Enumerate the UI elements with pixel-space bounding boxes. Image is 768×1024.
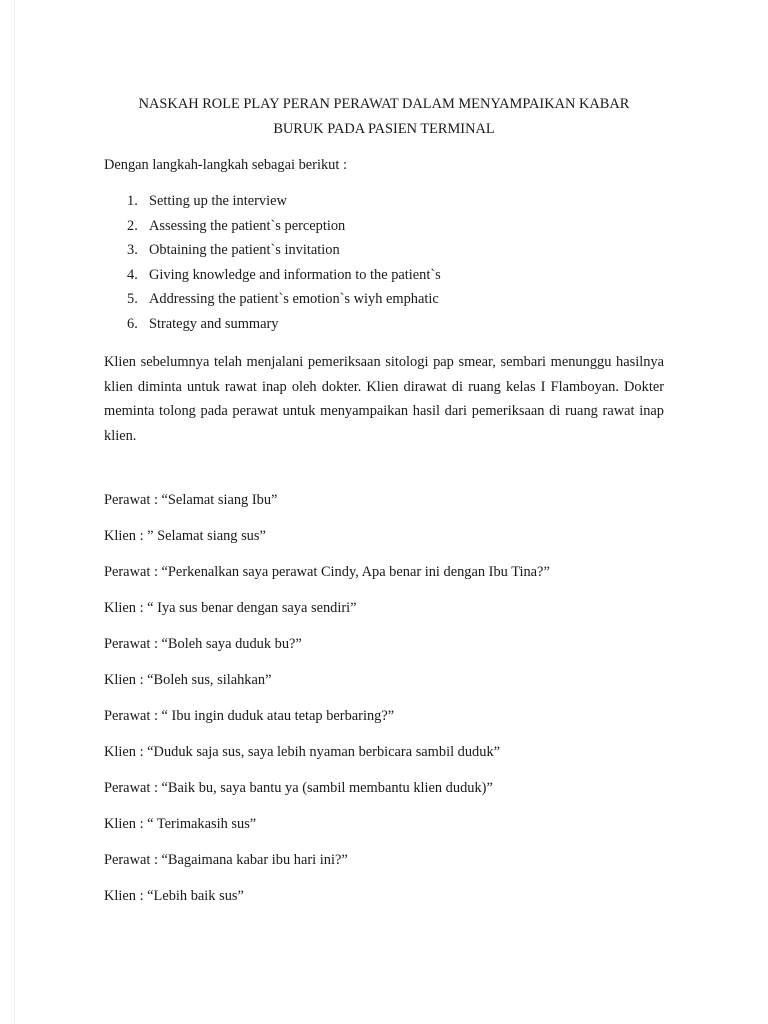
step-number: 2. [127,217,138,234]
steps-list [127,194,441,341]
list-item [127,268,441,293]
step-text: Giving knowledge and information to the patient`s [149,266,441,283]
dialogue-line: Klien : “Duduk saja sus, saya lebih nyaman berbicara sambil duduk” [104,744,501,760]
dialogue-line: Perawat : “Boleh saya duduk bu?” [104,636,302,652]
dialogue-line: Perawat : “Perkenalkan saya perawat Cindy, Apa benar ini dengan Ibu Tina?” [104,564,550,580]
step-number: 3. [127,242,138,258]
dialogue-list [104,493,550,925]
step-text: Assessing the patient`s perception [149,217,346,234]
step-number: 5. [127,291,138,307]
step-text: Addressing the patient`s emotion`s wiyh emphatic [149,291,439,307]
document-title-line-1: NASKAH ROLE PLAY PERAN PERAWAT DALAM MENYAMPAIKAN KABAR [138,96,630,112]
dialogue-line: Perawat : “Baik bu, saya bantu ya (sambil membantu klien duduk)” [104,780,493,796]
dialogue-line: Perawat : “Bagaimana kabar ibu hari ini?” [104,852,348,868]
dialogue-line: Klien : “ Iya sus benar dengan saya sendiri” [104,600,357,616]
dialogue-line: Klien : ” Selamat siang sus” [104,528,266,544]
step-text: Obtaining the patient`s invitation [149,242,340,258]
scenario-paragraph: Klien sebelumnya telah menjalani pemeriksaan sitologi pap smear, sembari menunggu hasilnya klien diminta untuk rawat inap oleh dokter. Klien dirawat di ruang kelas I Flamboyan. Dokter meminta tolong pada perawat untuk menyampaikan hasil dari pemeriksaan di ruang rawat inap klien. [104,354,664,444]
step-number: 6. [127,315,138,332]
page-edge-divider [14,0,15,1024]
dialogue-line: Perawat : “ Ibu ingin duduk atau tetap berbaring?” [104,708,395,724]
list-item [127,317,441,342]
list-item [127,219,441,244]
list-item [127,292,441,317]
dialogue-line: Klien : “ Terimakasih sus” [104,816,257,832]
dialogue-line: Klien : “Boleh sus, silahkan” [104,672,272,688]
dialogue-line: Klien : “Lebih baik sus” [104,888,244,904]
step-text: Setting up the interview [149,193,287,209]
dialogue-line: Perawat : “Selamat siang Ibu” [104,492,278,508]
list-item [127,243,441,268]
intro-text: Dengan langkah-langkah sebagai berikut : [104,157,347,173]
step-number: 4. [127,266,138,283]
list-item [127,194,441,219]
document-title-line-2: BURUK PADA PASIEN TERMINAL [273,121,495,137]
step-number: 1. [127,193,138,209]
step-text: Strategy and summary [149,315,279,332]
